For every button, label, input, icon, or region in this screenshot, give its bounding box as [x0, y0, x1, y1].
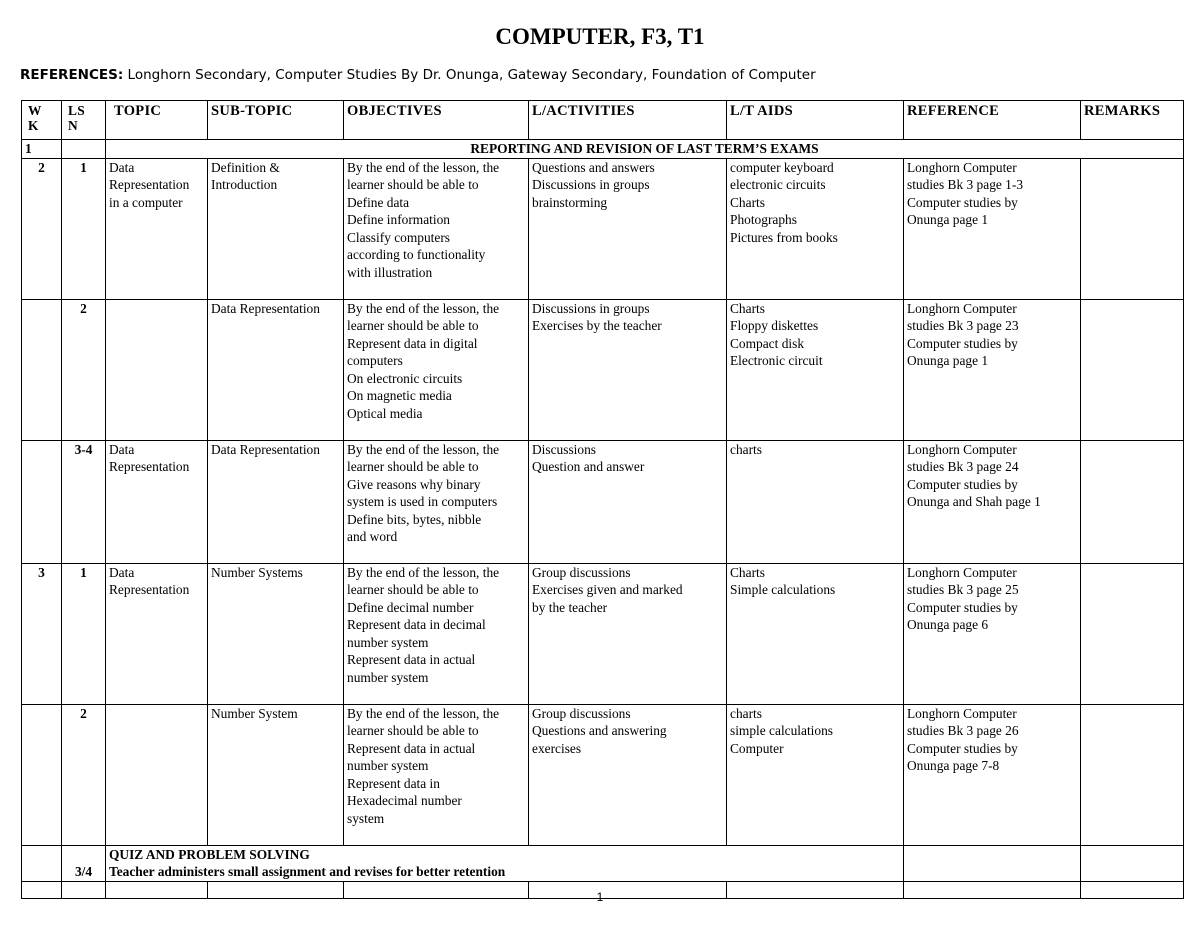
row-remarks	[1081, 299, 1184, 440]
row-lesson: 2	[62, 704, 106, 845]
lesson-row	[22, 158, 1184, 299]
row-objectives-line: number system	[347, 669, 429, 685]
row-activities-line: Group discussions	[532, 564, 631, 580]
row-objectives-line: number system	[347, 634, 429, 650]
week1-lsn	[62, 140, 106, 159]
row-objectives-line: Define decimal number	[347, 599, 474, 615]
row-reference-line: Longhorn Computer	[907, 300, 1017, 316]
row-aids-line: Pictures from books	[730, 229, 838, 245]
lesson-row	[22, 299, 1184, 440]
row-objectives-line: Represent data in actual	[347, 652, 476, 667]
row-objectives-line: By the end of the lesson, the	[347, 564, 500, 580]
row-activities-line: Discussions in groups	[532, 300, 650, 316]
row-lesson: 1	[62, 158, 106, 299]
references-text: Longhorn Secondary, Computer Studies By Dr. Onunga, Gateway Secondary, Foundation of Computer	[127, 67, 816, 83]
row-aids-line: charts	[730, 705, 762, 721]
lesson-rows	[22, 158, 1184, 845]
row-objectives-line: By the end of the lesson, the	[347, 159, 500, 175]
row-reference-line: Computer studies by	[907, 740, 1018, 756]
row-objectives-line: Define bits, bytes, nibble	[347, 511, 482, 527]
header-lsn: LS N	[62, 101, 106, 140]
row-reference-line: Computer studies by	[907, 194, 1018, 210]
quiz-remarks	[1081, 845, 1184, 881]
row-aids-line: Charts	[730, 194, 765, 210]
row-lesson: 3-4	[62, 440, 106, 563]
quiz-text	[106, 845, 904, 881]
row-activities	[529, 563, 727, 704]
row-objectives-line: Define data	[347, 194, 410, 210]
row-aids-line: Electronic circuit	[730, 353, 823, 368]
row-objectives-line: Represent data in	[347, 775, 440, 791]
row-objectives-line: and word	[347, 529, 398, 544]
row-objectives-line: system	[347, 810, 385, 826]
row-aids	[727, 440, 904, 563]
row-subtopic	[208, 704, 344, 845]
row-reference-line: Computer studies by	[907, 335, 1018, 351]
row-aids-line: computer keyboard	[730, 159, 834, 175]
quiz-note: Teacher administers small assignment and revises for better retention	[109, 864, 506, 879]
row-aids-line: Charts	[730, 564, 765, 580]
row-aids	[727, 563, 904, 704]
row-activities-line: Question and answer	[532, 459, 645, 474]
row-aids	[727, 158, 904, 299]
row-objectives-line: number system	[347, 758, 429, 773]
header-activities: L/ACTIVITIES	[529, 101, 727, 140]
row-topic-line: in a computer	[109, 194, 183, 210]
row-reference-line: Longhorn Computer	[907, 441, 1017, 457]
row-reference-line: Onunga page 7-8	[907, 758, 1000, 773]
row-subtopic-line: Introduction	[211, 177, 278, 192]
row-activities-line: Group discussions	[532, 705, 631, 721]
row-objectives-line: with illustration	[347, 264, 433, 280]
row-subtopic	[208, 158, 344, 299]
row-reference-line: Onunga and Shah page 1	[907, 494, 1041, 509]
row-aids-line: simple calculations	[730, 723, 834, 738]
row-reference-line: Computer studies by	[907, 599, 1018, 615]
row-week	[22, 440, 62, 563]
row-aids-line: Simple calculations	[730, 582, 836, 597]
row-activities-line: Discussions in groups	[532, 177, 650, 192]
scheme-of-work-table	[21, 100, 1184, 899]
row-aids-line: Computer	[730, 740, 784, 756]
row-subtopic	[208, 299, 344, 440]
header-subtopic: SUB-TOPIC	[208, 101, 344, 140]
row-topic	[106, 563, 208, 704]
row-objectives-line: learner should be able to	[347, 459, 479, 474]
header-wk: W K	[22, 101, 62, 140]
row-objectives-line: Represent data in decimal	[347, 617, 486, 632]
row-activities	[529, 704, 727, 845]
row-remarks	[1081, 158, 1184, 299]
row-reference	[904, 563, 1081, 704]
row-reference-line: Onunga page 1	[907, 212, 989, 227]
row-aids-line: electronic circuits	[730, 177, 826, 192]
row-subtopic-line: Data Representation	[211, 441, 320, 457]
quiz-lsn: 3/4	[62, 845, 106, 881]
row-lesson: 2	[62, 299, 106, 440]
row-reference	[904, 158, 1081, 299]
row-objectives-line: according to functionality	[347, 247, 486, 262]
row-activities-line: by the teacher	[532, 599, 608, 615]
row-aids-line: Photographs	[730, 212, 797, 227]
references-line	[20, 67, 816, 83]
row-activities	[529, 440, 727, 563]
row-activities-line: exercises	[532, 740, 582, 756]
row-topic	[106, 158, 208, 299]
row-topic-line: Representation	[109, 459, 190, 474]
row-activities-line: brainstorming	[532, 194, 608, 210]
row-activities-line: Exercises given and marked	[532, 582, 683, 597]
header-remarks: REMARKS	[1081, 101, 1184, 140]
quiz-wk	[22, 845, 62, 881]
lesson-row	[22, 440, 1184, 563]
row-objectives-line: learner should be able to	[347, 723, 479, 738]
row-reference-line: Longhorn Computer	[907, 564, 1017, 580]
row-topic-line: Representation	[109, 177, 190, 192]
row-activities-line: Questions and answers	[532, 159, 655, 175]
row-reference-line: studies Bk 3 page 24	[907, 459, 1019, 474]
row-subtopic-line: Data Representation	[211, 300, 320, 316]
row-topic	[106, 299, 208, 440]
row-reference-line: Onunga page 6	[907, 617, 989, 632]
quiz-row	[22, 845, 1184, 881]
header-objectives: OBJECTIVES	[344, 101, 529, 140]
row-topic-line: Data	[109, 159, 135, 175]
row-topic-line: Data	[109, 564, 135, 580]
row-subtopic-line: Number Systems	[211, 564, 303, 580]
row-objectives-line: On electronic circuits	[347, 370, 463, 386]
row-topic-line: Data	[109, 441, 135, 457]
row-activities-line: Questions and answering	[532, 723, 667, 738]
row-reference	[904, 704, 1081, 845]
header-aids: L/T AIDS	[727, 101, 904, 140]
row-objectives-line: By the end of the lesson, the	[347, 300, 500, 316]
row-reference-line: Computer studies by	[907, 476, 1018, 492]
row-reference-line: studies Bk 3 page 26	[907, 723, 1019, 738]
row-objectives	[344, 158, 529, 299]
row-objectives-line: Represent data in digital	[347, 335, 478, 351]
row-aids-line: charts	[730, 441, 762, 457]
row-reference-line: studies Bk 3 page 23	[907, 318, 1019, 333]
quiz-title: QUIZ AND PROBLEM SOLVING	[109, 846, 310, 862]
row-reference-line: Onunga page 1	[907, 353, 989, 368]
row-reference-line: Longhorn Computer	[907, 159, 1017, 175]
row-aids	[727, 299, 904, 440]
row-week: 3	[22, 563, 62, 704]
row-objectives-line: computers	[347, 353, 403, 368]
row-week	[22, 704, 62, 845]
row-week	[22, 299, 62, 440]
row-topic-line: Representation	[109, 582, 190, 597]
row-aids	[727, 704, 904, 845]
row-topic	[106, 704, 208, 845]
row-objectives	[344, 440, 529, 563]
row-objectives-line: Classify computers	[347, 229, 451, 245]
row-reference-line: Longhorn Computer	[907, 705, 1017, 721]
row-reference	[904, 299, 1081, 440]
row-objectives-line: learner should be able to	[347, 318, 479, 333]
row-objectives-line: learner should be able to	[347, 582, 479, 597]
row-objectives-line: system is used in computers	[347, 494, 498, 509]
row-subtopic-line: Number System	[211, 705, 298, 721]
row-objectives	[344, 563, 529, 704]
row-remarks	[1081, 704, 1184, 845]
row-aids-line: Charts	[730, 300, 765, 316]
row-remarks	[1081, 563, 1184, 704]
row-reference	[904, 440, 1081, 563]
row-subtopic-line: Definition &	[211, 159, 280, 175]
header-topic: TOPIC	[106, 101, 208, 140]
row-reference-line: studies Bk 3 page 25	[907, 582, 1019, 597]
row-activities	[529, 299, 727, 440]
page-title: COMPUTER, F3, T1	[495, 24, 705, 49]
row-objectives	[344, 704, 529, 845]
row-lesson: 1	[62, 563, 106, 704]
header-reference: REFERENCE	[904, 101, 1081, 140]
row-subtopic	[208, 440, 344, 563]
row-subtopic	[208, 563, 344, 704]
row-objectives-line: learner should be able to	[347, 177, 479, 192]
row-remarks	[1081, 440, 1184, 563]
row-objectives-line: Define information	[347, 212, 450, 227]
row-objectives-line: Hexadecimal number	[347, 793, 462, 808]
header-row	[22, 101, 1184, 140]
row-aids-line: Floppy diskettes	[730, 318, 819, 333]
row-objectives-line: Represent data in actual	[347, 740, 476, 756]
week1-text: REPORTING AND REVISION OF LAST TERM’S EXAMS	[106, 140, 1184, 159]
row-objectives	[344, 299, 529, 440]
row-objectives-line: By the end of the lesson, the	[347, 441, 500, 457]
page-number: 1	[596, 890, 604, 904]
quiz-reference	[904, 845, 1081, 881]
week1-row	[22, 140, 1184, 159]
row-objectives-line: Optical media	[347, 405, 423, 421]
row-aids-line: Compact disk	[730, 335, 805, 351]
lesson-row	[22, 704, 1184, 845]
row-activities-line: Exercises by the teacher	[532, 318, 662, 333]
row-week: 2	[22, 158, 62, 299]
row-objectives-line: On magnetic media	[347, 388, 452, 403]
row-topic	[106, 440, 208, 563]
row-objectives-line: By the end of the lesson, the	[347, 705, 500, 721]
row-activities	[529, 158, 727, 299]
row-objectives-line: Give reasons why binary	[347, 476, 481, 492]
row-reference-line: studies Bk 3 page 1-3	[907, 177, 1024, 192]
lesson-row	[22, 563, 1184, 704]
row-activities-line: Discussions	[532, 441, 596, 457]
week1-wk: 1	[22, 140, 62, 159]
references-label: REFERENCES:	[20, 67, 124, 83]
